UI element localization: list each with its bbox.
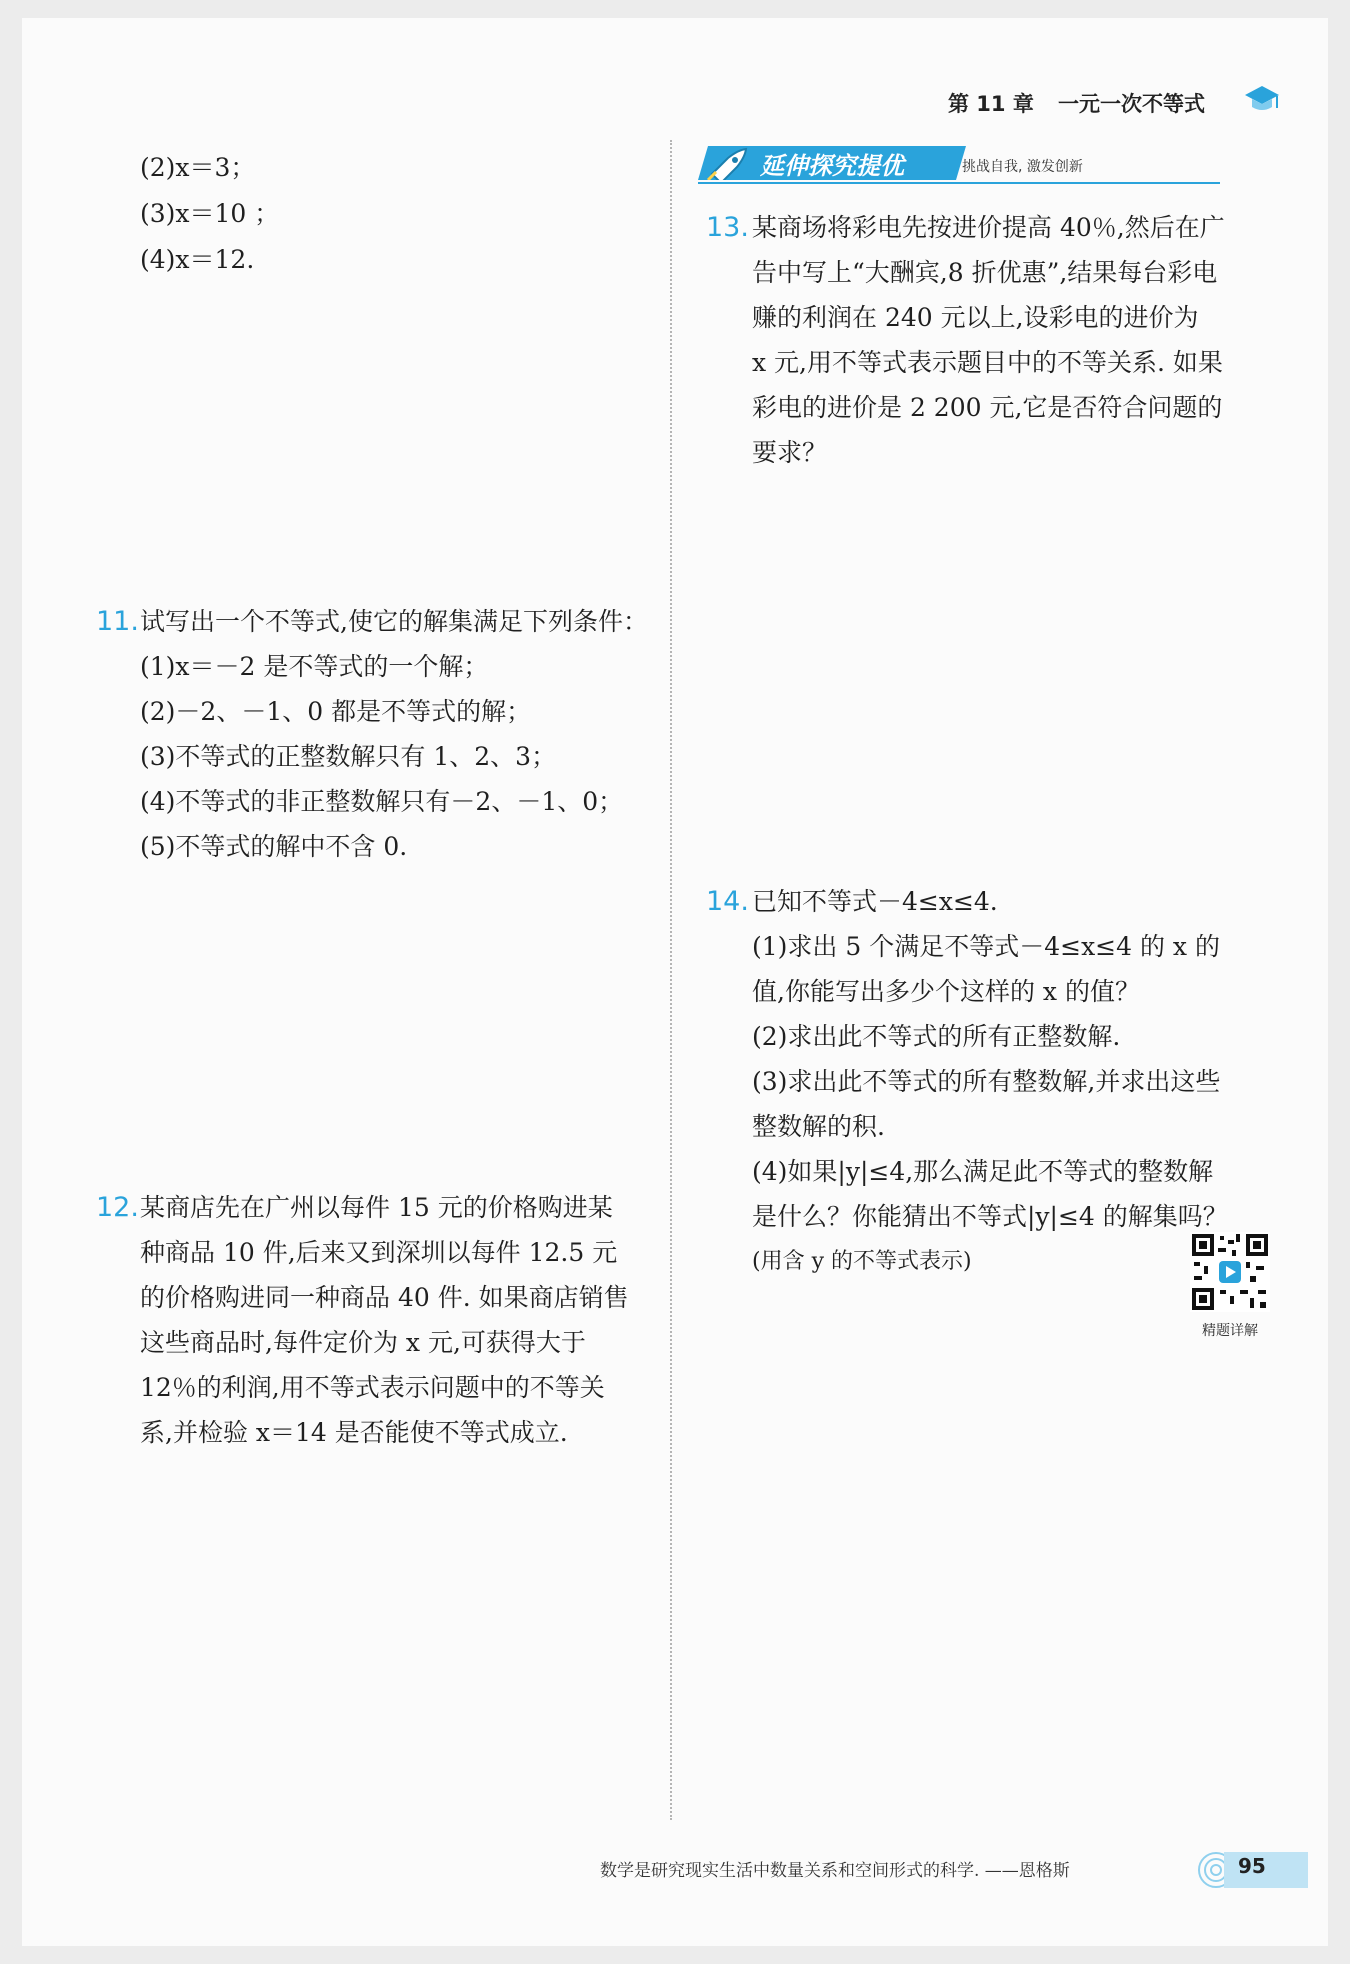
carryover-line-2: (2)x＝3； (140, 153, 256, 182)
graduation-cap-icon (1244, 84, 1280, 114)
q12-line-6: 系,并检验 x＝14 是否能使不等式成立. (140, 1418, 568, 1447)
section-title: 延伸探究提优 (760, 152, 904, 180)
q14-line-8: 是什么？你能猜出不等式|y|≤4 的解集吗？ (752, 1202, 1228, 1231)
q11-stem: 试写出一个不等式,使它的解集满足下列条件： (140, 607, 648, 636)
q13-line-3: 赚的利润在 240 元以上,设彩电的进价为 (752, 303, 1199, 332)
q14-line-1: 已知不等式－4≤x≤4. (752, 887, 998, 916)
q14-line-7: (4)如果|y|≤4,那么满足此不等式的整数解 (752, 1157, 1214, 1186)
q11-item-3: (3)不等式的正整数解只有 1、2、3； (140, 742, 557, 771)
rocket-icon (706, 146, 750, 180)
page-number-bar (1224, 1852, 1308, 1888)
chapter-title: 一元一次不等式 (1058, 92, 1205, 116)
q12-line-3: 的价格购进同一种商品 40 件. 如果商店销售 (140, 1283, 629, 1312)
qr-label: 精题详解 (1202, 1323, 1258, 1339)
q13-line-5: 彩电的进价是 2 200 元,它是否符合问题的 (752, 393, 1223, 422)
q14-line-2: (1)求出 5 个满足不等式－4≤x≤4 的 x 的 (752, 932, 1220, 961)
q11-item-4: (4)不等式的非正整数解只有－2、－1、0； (140, 787, 624, 816)
q13-number: 13. (706, 212, 749, 243)
q14-line-3: 值,你能写出多少个这样的 x 的值？ (752, 977, 1140, 1006)
q14-line-6: 整数解的积. (752, 1112, 885, 1141)
q13-line-4: x 元,用不等式表示题目中的不等关系. 如果 (752, 348, 1223, 377)
q12-line-2: 种商品 10 件,后来又到深圳以每件 12.5 元 (140, 1238, 618, 1267)
q12-line-5: 12％的利润,用不等式表示问题中的不等关 (140, 1373, 605, 1402)
q14-number: 14. (706, 886, 749, 917)
q13-line-2: 告中写上“大酬宾,8 折优惠”,结果每台彩电 (752, 258, 1218, 287)
q12-line-4: 这些商品时,每件定价为 x 元,可获得大于 (140, 1328, 586, 1357)
chapter-label: 第 11 章 (948, 92, 1034, 116)
page-number: 95 (1238, 1854, 1266, 1878)
q11-item-5: (5)不等式的解中不含 0. (140, 832, 408, 861)
column-divider (670, 140, 672, 1820)
q11-item-1: (1)x＝－2 是不等式的一个解； (140, 652, 489, 681)
qr-code-icon[interactable] (1190, 1232, 1270, 1312)
section-subtitle: 挑战自我, 激发创新 (962, 159, 1083, 175)
q14-line-4: (2)求出此不等式的所有正整数解. (752, 1022, 1121, 1051)
carryover-line-4: (4)x＝12. (140, 245, 255, 274)
footer-quote: 数学是研究现实生活中数量关系和空间形式的科学. ——恩格斯 (600, 1861, 1070, 1881)
q13-line-6: 要求？ (752, 438, 828, 467)
q14-line-9: (用含 y 的不等式表示) (752, 1249, 972, 1274)
q11-item-2: (2)－2、－1、0 都是不等式的解； (140, 697, 532, 726)
q13-line-1: 某商场将彩电先按进价提高 40％,然后在广 (752, 213, 1225, 242)
q12-line-1: 某商店先在广州以每件 15 元的价格购进某 (140, 1193, 613, 1222)
carryover-line-3: (3)x＝10 ； (140, 199, 280, 228)
q14-line-5: (3)求出此不等式的所有整数解,并求出这些 (752, 1067, 1221, 1096)
q12-number: 12. (96, 1192, 139, 1223)
q11-number: 11. (96, 606, 139, 637)
